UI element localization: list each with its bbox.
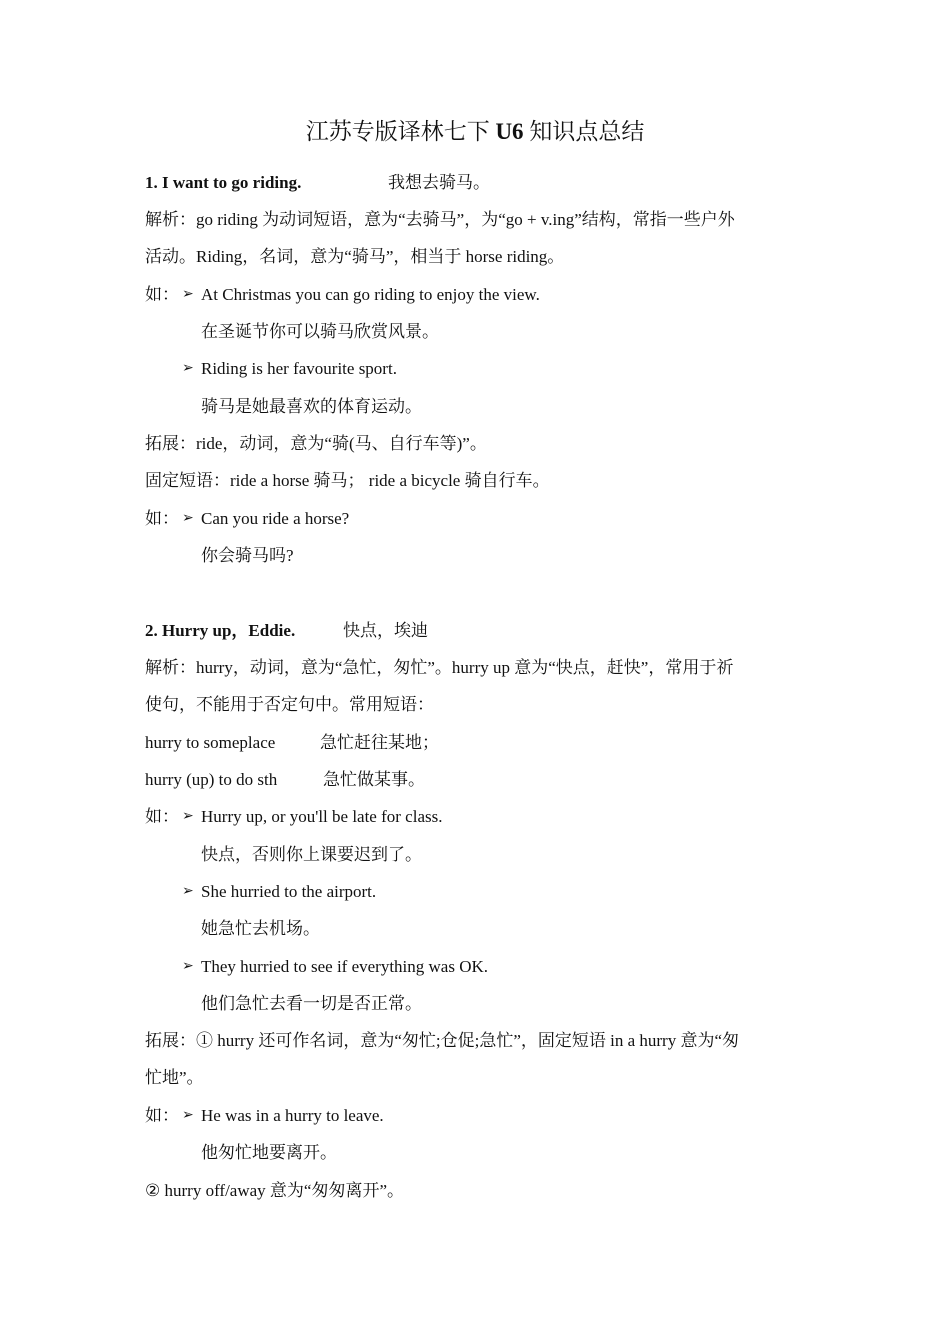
- bullet-icon: ➢: [182, 361, 194, 376]
- section-1-heading-cn: 我想去骑马。: [388, 173, 490, 192]
- s2-example-4-en: He was in a hurry to leave.: [201, 1106, 384, 1125]
- section-2-heading-cn: 快点，埃迪: [343, 621, 428, 640]
- section-2-heading: 2. Hurry up，Eddie.: [145, 621, 296, 640]
- s2-example-1-cn: 快点，否则你上课要迟到了。: [201, 845, 422, 864]
- title-suffix: 知识点总结: [529, 119, 645, 144]
- s2-example-1-en: Hurry up, or you'll be late for class.: [201, 807, 443, 826]
- s2-example-4-label: 如：: [145, 1106, 179, 1125]
- bullet-icon: ➢: [182, 287, 194, 302]
- s2-analysis-line2: 使句，不能用于否定句中。常用短语：: [145, 695, 434, 714]
- s2-extension-line1: 拓展：① hurry 还可作名词，意为“匆忙;仓促;急忙”，固定短语 in a hurry 意为“匆: [145, 1031, 739, 1050]
- s2-example-4-cn: 他匆忙地要离开。: [201, 1143, 337, 1162]
- s1-example-2-cn: 骑马是她最喜欢的体育运动。: [201, 397, 422, 416]
- bullet-icon: ➢: [182, 511, 194, 526]
- s1-example-3-en: Can you ride a horse?: [201, 509, 350, 528]
- title-unit: U6: [495, 119, 524, 144]
- s2-phrase-1-cn: 急忙赶往某地；: [320, 733, 439, 752]
- bullet-icon: ➢: [182, 1108, 194, 1123]
- s1-example-label: 如：: [145, 285, 179, 304]
- s2-phrase-1-en: hurry to someplace: [145, 733, 276, 752]
- s1-example-2-en: Riding is her favourite sport.: [201, 359, 397, 378]
- s2-extension-line3: ② hurry off/away 意为“匆匆离开”。: [145, 1181, 405, 1200]
- bullet-icon: ➢: [182, 959, 194, 974]
- s2-extension-line2: 忙地”。: [145, 1068, 204, 1087]
- s1-example-1-en: At Christmas you can go riding to enjoy the view.: [201, 285, 540, 304]
- s1-fixed-phrases: 固定短语：ride a horse 骑马； ride a bicycle 骑自行车。: [145, 471, 550, 490]
- s2-example-label: 如：: [145, 807, 179, 826]
- s2-example-3-cn: 他们急忙去看一切是否正常。: [201, 994, 422, 1013]
- s1-analysis-line1: 解析：go riding 为动词短语，意为“去骑马”，为“go + v.ing”结构，常指一些户外: [145, 210, 735, 229]
- s1-example-3-cn: 你会骑马吗?: [201, 546, 294, 565]
- section-1-heading: 1. I want to go riding.: [145, 173, 302, 192]
- title-prefix: 江苏专版译林七下: [305, 119, 490, 144]
- bullet-icon: ➢: [182, 809, 194, 824]
- s2-example-2-en: She hurried to the airport.: [201, 882, 377, 901]
- s1-example-3-label: 如：: [145, 509, 179, 528]
- s2-analysis-line1: 解析：hurry，动词，意为“急忙，匆忙”。hurry up 意为“快点，赶快”，常用于祈: [145, 658, 734, 677]
- s2-phrase-2-en: hurry (up) to do sth: [145, 770, 278, 789]
- s1-analysis-line2: 活动。Riding，名词，意为“骑马”，相当于 horse riding。: [145, 247, 565, 266]
- bullet-icon: ➢: [182, 884, 194, 899]
- s1-example-1-cn: 在圣诞节你可以骑马欣赏风景。: [201, 322, 439, 341]
- s2-example-2-cn: 她急忙去机场。: [201, 919, 320, 938]
- s2-phrase-2-cn: 急忙做某事。: [323, 770, 425, 789]
- s1-extension: 拓展：ride，动词，意为“骑(马、自行车等)”。: [145, 434, 487, 453]
- s2-example-3-en: They hurried to see if everything was OK.: [201, 957, 489, 976]
- page-title: [0, 117, 950, 147]
